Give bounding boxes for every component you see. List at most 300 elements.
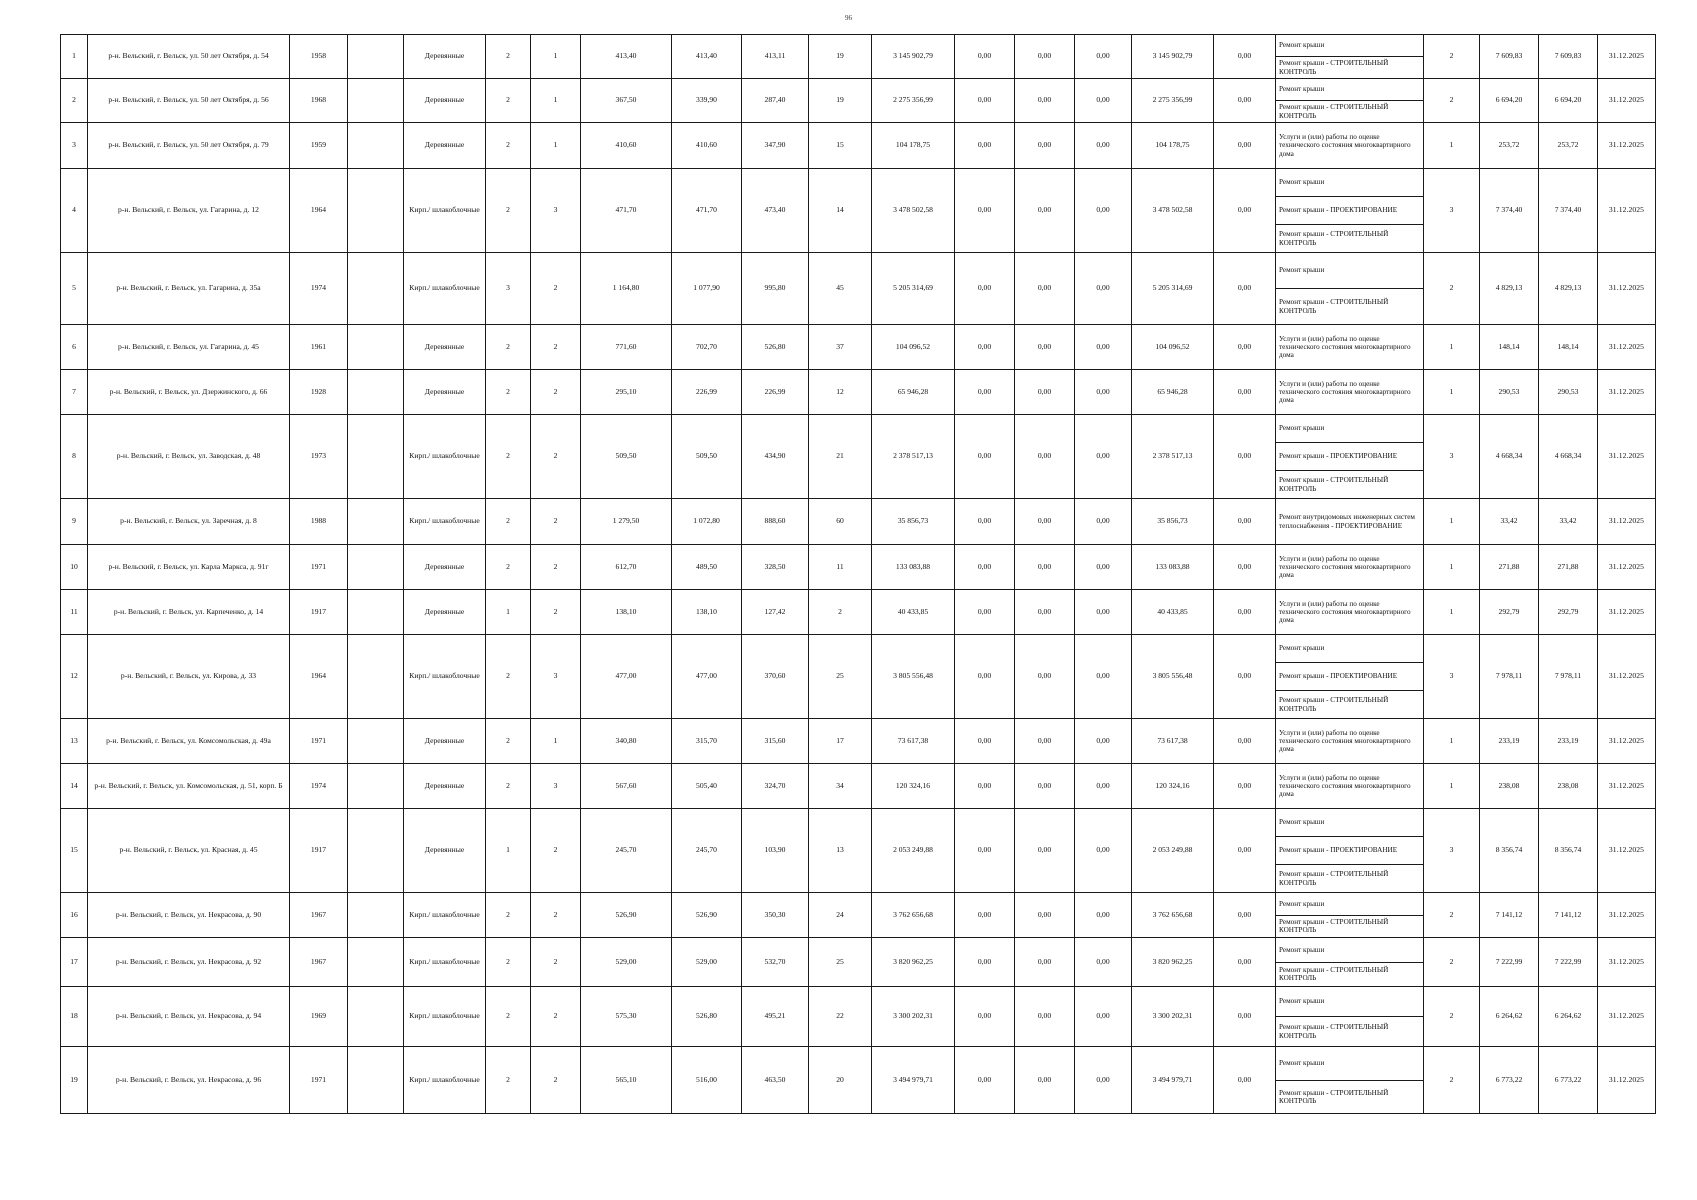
- federal-funds-cell: 0,00: [955, 893, 1015, 938]
- work-item: Услуги и (или) работы по оценке технического состояния многоквартирного дома: [1279, 379, 1411, 405]
- unit-cost-cell: 292,79: [1480, 590, 1539, 635]
- other-funds-cell: 0,00: [1214, 635, 1276, 719]
- year-built-cell: 1964: [290, 169, 348, 253]
- residents-cell: 21: [809, 415, 872, 499]
- year-renovated-cell: [348, 938, 404, 987]
- works-list-cell: [1276, 370, 1424, 415]
- wall-material-cell: Кирп./ шлакоблочные: [404, 1047, 486, 1114]
- unit-cost-limit-cell: 292,79: [1539, 590, 1598, 635]
- works-list-cell: [1276, 893, 1424, 938]
- federal-funds-cell: 0,00: [955, 545, 1015, 590]
- deadline-cell: 31.12.2025: [1598, 370, 1656, 415]
- work-item: Ремонт крыши: [1276, 79, 1423, 101]
- owner-funds-cell: 3 478 502,58: [1132, 169, 1214, 253]
- address-cell: р-н. Вельский, г. Вельск, ул. Комсомольская, д. 51, корп. Б: [88, 764, 290, 809]
- deadline-cell: 31.12.2025: [1598, 35, 1656, 79]
- wall-material-cell: Деревянные: [404, 79, 486, 123]
- row-number-cell: 6: [61, 325, 88, 370]
- unit-cost-cell: 4 829,13: [1480, 253, 1539, 325]
- owner-funds-cell: 3 145 902,79: [1132, 35, 1214, 79]
- year-built-cell: 1928: [290, 370, 348, 415]
- row-number-cell: 13: [61, 719, 88, 764]
- owner-funds-cell: 40 433,85: [1132, 590, 1214, 635]
- owner-funds-cell: 3 300 202,31: [1132, 987, 1214, 1047]
- unit-cost-cell: 4 668,34: [1480, 415, 1539, 499]
- floors-cell: 3: [486, 253, 531, 325]
- entrances-cell: 1: [531, 35, 581, 79]
- total-area-cell: 1 279,50: [581, 499, 672, 545]
- premises-area-cell: 1 077,90: [672, 253, 742, 325]
- works-count-cell: 3: [1424, 809, 1480, 893]
- other-funds-cell: 0,00: [1214, 253, 1276, 325]
- row-number-cell: 14: [61, 764, 88, 809]
- works-count-cell: 3: [1424, 169, 1480, 253]
- residential-area-cell: 127,42: [742, 590, 809, 635]
- table-row: [61, 370, 1656, 415]
- regional-funds-cell: 0,00: [1015, 809, 1075, 893]
- work-item: Ремонт крыши - СТРОИТЕЛЬНЫЙ КОНТРОЛЬ: [1279, 966, 1389, 983]
- wall-material-cell: Кирп./ шлакоблочные: [404, 169, 486, 253]
- address-cell: р-н. Вельский, г. Вельск, ул. Некрасова, д. 92: [88, 938, 290, 987]
- work-item: Услуги и (или) работы по оценке технического состояния многоквартирного дома: [1279, 728, 1411, 754]
- regional-funds-cell: 0,00: [1015, 499, 1075, 545]
- residential-area-cell: 315,60: [742, 719, 809, 764]
- premises-area-cell: 516,00: [672, 1047, 742, 1114]
- unit-cost-cell: 7 609,83: [1480, 35, 1539, 79]
- municipal-funds-cell: 0,00: [1075, 938, 1132, 987]
- total-cost-cell: 104 096,52: [872, 325, 955, 370]
- total-cost-cell: 3 805 556,48: [872, 635, 955, 719]
- municipal-funds-cell: 0,00: [1075, 169, 1132, 253]
- other-funds-cell: 0,00: [1214, 499, 1276, 545]
- year-built-cell: 1917: [290, 590, 348, 635]
- address-cell: р-н. Вельский, г. Вельск, ул. Некрасова, д. 96: [88, 1047, 290, 1114]
- wall-material-cell: Кирп./ шлакоблочные: [404, 415, 486, 499]
- table-row: [61, 987, 1656, 1047]
- works-list-cell: [1276, 415, 1424, 499]
- municipal-funds-cell: 0,00: [1075, 1047, 1132, 1114]
- works-list-cell: [1276, 169, 1424, 253]
- municipal-funds-cell: 0,00: [1075, 370, 1132, 415]
- deadline-cell: 31.12.2025: [1598, 719, 1656, 764]
- table-row: [61, 123, 1656, 169]
- municipal-funds-cell: 0,00: [1075, 590, 1132, 635]
- year-renovated-cell: [348, 987, 404, 1047]
- work-item: Ремонт крыши: [1276, 635, 1423, 663]
- year-renovated-cell: [348, 893, 404, 938]
- floors-cell: 2: [486, 35, 531, 79]
- work-item: Ремонт крыши - СТРОИТЕЛЬНЫЙ КОНТРОЛЬ: [1279, 103, 1389, 120]
- entrances-cell: 2: [531, 809, 581, 893]
- total-area-cell: 340,80: [581, 719, 672, 764]
- table-row: [61, 938, 1656, 987]
- other-funds-cell: 0,00: [1214, 809, 1276, 893]
- premises-area-cell: 245,70: [672, 809, 742, 893]
- table-row: [61, 635, 1656, 719]
- year-renovated-cell: [348, 545, 404, 590]
- total-area-cell: 526,90: [581, 893, 672, 938]
- total-cost-cell: 5 205 314,69: [872, 253, 955, 325]
- residential-area-cell: 324,70: [742, 764, 809, 809]
- deadline-cell: 31.12.2025: [1598, 415, 1656, 499]
- address-cell: р-н. Вельский, г. Вельск, ул. Гагарина, д. 45: [88, 325, 290, 370]
- floors-cell: 2: [486, 1047, 531, 1114]
- residential-area-cell: 888,60: [742, 499, 809, 545]
- total-cost-cell: 3 478 502,58: [872, 169, 955, 253]
- entrances-cell: 2: [531, 893, 581, 938]
- works-list-cell: [1276, 253, 1424, 325]
- table-row: [61, 719, 1656, 764]
- total-cost-cell: 3 762 656,68: [872, 893, 955, 938]
- year-renovated-cell: [348, 719, 404, 764]
- unit-cost-cell: 6 694,20: [1480, 79, 1539, 123]
- table-row: [61, 764, 1656, 809]
- floors-cell: 2: [486, 635, 531, 719]
- works-count-cell: 2: [1424, 253, 1480, 325]
- regional-funds-cell: 0,00: [1015, 169, 1075, 253]
- municipal-funds-cell: 0,00: [1075, 893, 1132, 938]
- row-number-cell: 12: [61, 635, 88, 719]
- year-built-cell: 1988: [290, 499, 348, 545]
- regional-funds-cell: 0,00: [1015, 938, 1075, 987]
- wall-material-cell: Кирп./ шлакоблочные: [404, 987, 486, 1047]
- residents-cell: 25: [809, 938, 872, 987]
- federal-funds-cell: 0,00: [955, 764, 1015, 809]
- total-cost-cell: 2 378 517,13: [872, 415, 955, 499]
- floors-cell: 2: [486, 79, 531, 123]
- floors-cell: 2: [486, 719, 531, 764]
- total-area-cell: 367,50: [581, 79, 672, 123]
- municipal-funds-cell: 0,00: [1075, 253, 1132, 325]
- unit-cost-cell: 7 141,12: [1480, 893, 1539, 938]
- total-cost-cell: 73 617,38: [872, 719, 955, 764]
- total-cost-cell: 35 856,73: [872, 499, 955, 545]
- work-item: Ремонт крыши: [1276, 938, 1423, 963]
- entrances-cell: 2: [531, 325, 581, 370]
- works-count-cell: 1: [1424, 370, 1480, 415]
- works-count-cell: 1: [1424, 325, 1480, 370]
- other-funds-cell: 0,00: [1214, 35, 1276, 79]
- row-number-cell: 17: [61, 938, 88, 987]
- municipal-funds-cell: 0,00: [1075, 764, 1132, 809]
- deadline-cell: 31.12.2025: [1598, 893, 1656, 938]
- unit-cost-limit-cell: 7 374,40: [1539, 169, 1598, 253]
- residential-area-cell: 226,99: [742, 370, 809, 415]
- floors-cell: 2: [486, 325, 531, 370]
- other-funds-cell: 0,00: [1214, 370, 1276, 415]
- federal-funds-cell: 0,00: [955, 123, 1015, 169]
- other-funds-cell: 0,00: [1214, 545, 1276, 590]
- table-row: [61, 169, 1656, 253]
- premises-area-cell: 339,90: [672, 79, 742, 123]
- entrances-cell: 2: [531, 1047, 581, 1114]
- total-cost-cell: 120 324,16: [872, 764, 955, 809]
- entrances-cell: 3: [531, 635, 581, 719]
- works-list-cell: [1276, 35, 1424, 79]
- other-funds-cell: 0,00: [1214, 325, 1276, 370]
- residential-area-cell: 328,50: [742, 545, 809, 590]
- address-cell: р-н. Вельский, г. Вельск, ул. Комсомольская, д. 49а: [88, 719, 290, 764]
- work-item: Ремонт крыши - ПРОЕКТИРОВАНИЕ: [1276, 443, 1423, 471]
- owner-funds-cell: 3 494 979,71: [1132, 1047, 1214, 1114]
- regional-funds-cell: 0,00: [1015, 987, 1075, 1047]
- wall-material-cell: Кирп./ шлакоблочные: [404, 499, 486, 545]
- regional-funds-cell: 0,00: [1015, 635, 1075, 719]
- residents-cell: 20: [809, 1047, 872, 1114]
- total-area-cell: 245,70: [581, 809, 672, 893]
- year-built-cell: 1971: [290, 545, 348, 590]
- regional-funds-cell: 0,00: [1015, 764, 1075, 809]
- entrances-cell: 2: [531, 590, 581, 635]
- wall-material-cell: Деревянные: [404, 764, 486, 809]
- works-count-cell: 3: [1424, 635, 1480, 719]
- year-built-cell: 1964: [290, 635, 348, 719]
- unit-cost-limit-cell: 7 609,83: [1539, 35, 1598, 79]
- work-item: Ремонт крыши: [1276, 253, 1423, 289]
- year-built-cell: 1958: [290, 35, 348, 79]
- unit-cost-cell: 148,14: [1480, 325, 1539, 370]
- residents-cell: 45: [809, 253, 872, 325]
- residential-area-cell: 103,90: [742, 809, 809, 893]
- municipal-funds-cell: 0,00: [1075, 79, 1132, 123]
- wall-material-cell: Деревянные: [404, 370, 486, 415]
- residents-cell: 60: [809, 499, 872, 545]
- wall-material-cell: Деревянные: [404, 809, 486, 893]
- deadline-cell: 31.12.2025: [1598, 499, 1656, 545]
- owner-funds-cell: 104 178,75: [1132, 123, 1214, 169]
- total-area-cell: 471,70: [581, 169, 672, 253]
- premises-area-cell: 505,40: [672, 764, 742, 809]
- municipal-funds-cell: 0,00: [1075, 499, 1132, 545]
- residential-area-cell: 495,21: [742, 987, 809, 1047]
- owner-funds-cell: 120 324,16: [1132, 764, 1214, 809]
- unit-cost-limit-cell: 6 694,20: [1539, 79, 1598, 123]
- premises-area-cell: 315,70: [672, 719, 742, 764]
- premises-area-cell: 702,70: [672, 325, 742, 370]
- total-area-cell: 410,60: [581, 123, 672, 169]
- address-cell: р-н. Вельский, г. Вельск, ул. Заводская, д. 48: [88, 415, 290, 499]
- total-area-cell: 413,40: [581, 35, 672, 79]
- total-area-cell: 295,10: [581, 370, 672, 415]
- premises-area-cell: 138,10: [672, 590, 742, 635]
- owner-funds-cell: 35 856,73: [1132, 499, 1214, 545]
- page-number: 96: [845, 14, 852, 22]
- regional-funds-cell: 0,00: [1015, 325, 1075, 370]
- residents-cell: 34: [809, 764, 872, 809]
- works-list-cell: [1276, 1047, 1424, 1114]
- year-built-cell: 1967: [290, 893, 348, 938]
- entrances-cell: 3: [531, 764, 581, 809]
- total-area-cell: 565,10: [581, 1047, 672, 1114]
- works-count-cell: 2: [1424, 938, 1480, 987]
- work-item: Услуги и (или) работы по оценке технического состояния многоквартирного дома: [1279, 773, 1411, 799]
- floors-cell: 2: [486, 987, 531, 1047]
- works-count-cell: 2: [1424, 1047, 1480, 1114]
- address-cell: р-н. Вельский, г. Вельск, ул. Карпеченко, д. 14: [88, 590, 290, 635]
- work-item: Ремонт крыши - ПРОЕКТИРОВАНИЕ: [1276, 663, 1423, 691]
- work-item: Ремонт крыши - СТРОИТЕЛЬНЫЙ КОНТРОЛЬ: [1279, 1023, 1389, 1040]
- residents-cell: 22: [809, 987, 872, 1047]
- unit-cost-limit-cell: 6 773,22: [1539, 1047, 1598, 1114]
- wall-material-cell: Кирп./ шлакоблочные: [404, 938, 486, 987]
- unit-cost-cell: 238,08: [1480, 764, 1539, 809]
- total-area-cell: 567,60: [581, 764, 672, 809]
- federal-funds-cell: 0,00: [955, 325, 1015, 370]
- residents-cell: 12: [809, 370, 872, 415]
- owner-funds-cell: 3 820 962,25: [1132, 938, 1214, 987]
- unit-cost-cell: 8 356,74: [1480, 809, 1539, 893]
- year-renovated-cell: [348, 35, 404, 79]
- premises-area-cell: 526,80: [672, 987, 742, 1047]
- year-renovated-cell: [348, 325, 404, 370]
- residential-area-cell: 463,50: [742, 1047, 809, 1114]
- total-area-cell: 477,00: [581, 635, 672, 719]
- works-list-cell: [1276, 545, 1424, 590]
- row-number-cell: 5: [61, 253, 88, 325]
- owner-funds-cell: 2 275 356,99: [1132, 79, 1214, 123]
- unit-cost-limit-cell: 7 222,99: [1539, 938, 1598, 987]
- works-list-cell: [1276, 499, 1424, 545]
- federal-funds-cell: 0,00: [955, 809, 1015, 893]
- municipal-funds-cell: 0,00: [1075, 123, 1132, 169]
- federal-funds-cell: 0,00: [955, 79, 1015, 123]
- federal-funds-cell: 0,00: [955, 1047, 1015, 1114]
- works-list-cell: [1276, 79, 1424, 123]
- floors-cell: 2: [486, 764, 531, 809]
- unit-cost-limit-cell: 8 356,74: [1539, 809, 1598, 893]
- unit-cost-limit-cell: 7 978,11: [1539, 635, 1598, 719]
- premises-area-cell: 489,50: [672, 545, 742, 590]
- works-count-cell: 3: [1424, 415, 1480, 499]
- work-item: Ремонт внутридомовых инженерных систем теплоснабжения - ПРОЕКТИРОВАНИЕ: [1279, 513, 1415, 530]
- row-number-cell: 15: [61, 809, 88, 893]
- floors-cell: 2: [486, 499, 531, 545]
- premises-area-cell: 529,00: [672, 938, 742, 987]
- deadline-cell: 31.12.2025: [1598, 1047, 1656, 1114]
- address-cell: р-н. Вельский, г. Вельск, ул. Заречная, д. 8: [88, 499, 290, 545]
- federal-funds-cell: 0,00: [955, 499, 1015, 545]
- table-row: [61, 415, 1656, 499]
- wall-material-cell: Кирп./ шлакоблочные: [404, 893, 486, 938]
- repair-program-table: [60, 34, 1656, 1114]
- work-item: Ремонт крыши: [1276, 893, 1423, 916]
- floors-cell: 2: [486, 938, 531, 987]
- table-row: [61, 79, 1656, 123]
- unit-cost-limit-cell: 6 264,62: [1539, 987, 1598, 1047]
- year-built-cell: 1917: [290, 809, 348, 893]
- deadline-cell: 31.12.2025: [1598, 590, 1656, 635]
- residents-cell: 19: [809, 79, 872, 123]
- residents-cell: 24: [809, 893, 872, 938]
- address-cell: р-н. Вельский, г. Вельск, ул. Кирова, д. 33: [88, 635, 290, 719]
- works-list-cell: [1276, 590, 1424, 635]
- work-item: Ремонт крыши - ПРОЕКТИРОВАНИЕ: [1276, 197, 1423, 225]
- unit-cost-limit-cell: 4 668,34: [1539, 415, 1598, 499]
- wall-material-cell: Деревянные: [404, 35, 486, 79]
- other-funds-cell: 0,00: [1214, 893, 1276, 938]
- works-list-cell: [1276, 938, 1424, 987]
- unit-cost-limit-cell: 4 829,13: [1539, 253, 1598, 325]
- row-number-cell: 1: [61, 35, 88, 79]
- works-list-cell: [1276, 987, 1424, 1047]
- premises-area-cell: 413,40: [672, 35, 742, 79]
- table-row: [61, 35, 1656, 79]
- federal-funds-cell: 0,00: [955, 635, 1015, 719]
- address-cell: р-н. Вельский, г. Вельск, ул. Гагарина, д. 35а: [88, 253, 290, 325]
- works-count-cell: 2: [1424, 79, 1480, 123]
- unit-cost-cell: 271,88: [1480, 545, 1539, 590]
- residential-area-cell: 434,90: [742, 415, 809, 499]
- year-built-cell: 1971: [290, 1047, 348, 1114]
- unit-cost-cell: 7 222,99: [1480, 938, 1539, 987]
- row-number-cell: 8: [61, 415, 88, 499]
- wall-material-cell: Кирп./ шлакоблочные: [404, 253, 486, 325]
- entrances-cell: 2: [531, 370, 581, 415]
- residents-cell: 37: [809, 325, 872, 370]
- year-built-cell: 1968: [290, 79, 348, 123]
- row-number-cell: 16: [61, 893, 88, 938]
- year-renovated-cell: [348, 79, 404, 123]
- wall-material-cell: Деревянные: [404, 590, 486, 635]
- floors-cell: 2: [486, 893, 531, 938]
- residential-area-cell: 413,11: [742, 35, 809, 79]
- residential-area-cell: 350,30: [742, 893, 809, 938]
- table-row: [61, 809, 1656, 893]
- federal-funds-cell: 0,00: [955, 253, 1015, 325]
- residential-area-cell: 287,40: [742, 79, 809, 123]
- federal-funds-cell: 0,00: [955, 169, 1015, 253]
- work-item: Ремонт крыши - СТРОИТЕЛЬНЫЙ КОНТРОЛЬ: [1279, 230, 1389, 247]
- deadline-cell: 31.12.2025: [1598, 123, 1656, 169]
- work-item: Услуги и (или) работы по оценке технического состояния многоквартирного дома: [1279, 599, 1411, 625]
- residential-area-cell: 995,80: [742, 253, 809, 325]
- floors-cell: 2: [486, 123, 531, 169]
- entrances-cell: 3: [531, 169, 581, 253]
- federal-funds-cell: 0,00: [955, 987, 1015, 1047]
- unit-cost-cell: 6 264,62: [1480, 987, 1539, 1047]
- works-count-cell: 2: [1424, 987, 1480, 1047]
- year-built-cell: 1973: [290, 415, 348, 499]
- deadline-cell: 31.12.2025: [1598, 545, 1656, 590]
- row-number-cell: 19: [61, 1047, 88, 1114]
- premises-area-cell: 410,60: [672, 123, 742, 169]
- federal-funds-cell: 0,00: [955, 415, 1015, 499]
- row-number-cell: 11: [61, 590, 88, 635]
- premises-area-cell: 226,99: [672, 370, 742, 415]
- residential-area-cell: 347,90: [742, 123, 809, 169]
- work-item: Ремонт крыши - СТРОИТЕЛЬНЫЙ КОНТРОЛЬ: [1279, 696, 1389, 713]
- table-row: [61, 499, 1656, 545]
- works-list-cell: [1276, 719, 1424, 764]
- total-cost-cell: 2 053 249,88: [872, 809, 955, 893]
- owner-funds-cell: 2 053 249,88: [1132, 809, 1214, 893]
- total-cost-cell: 3 820 962,25: [872, 938, 955, 987]
- owner-funds-cell: 2 378 517,13: [1132, 415, 1214, 499]
- year-built-cell: 1961: [290, 325, 348, 370]
- owner-funds-cell: 3 805 556,48: [1132, 635, 1214, 719]
- unit-cost-cell: 33,42: [1480, 499, 1539, 545]
- other-funds-cell: 0,00: [1214, 79, 1276, 123]
- entrances-cell: 1: [531, 719, 581, 764]
- total-area-cell: 138,10: [581, 590, 672, 635]
- municipal-funds-cell: 0,00: [1075, 545, 1132, 590]
- unit-cost-limit-cell: 271,88: [1539, 545, 1598, 590]
- address-cell: р-н. Вельский, г. Вельск, ул. Карла Маркса, д. 91г: [88, 545, 290, 590]
- works-list-cell: [1276, 635, 1424, 719]
- year-built-cell: 1969: [290, 987, 348, 1047]
- total-cost-cell: 133 083,88: [872, 545, 955, 590]
- row-number-cell: 18: [61, 987, 88, 1047]
